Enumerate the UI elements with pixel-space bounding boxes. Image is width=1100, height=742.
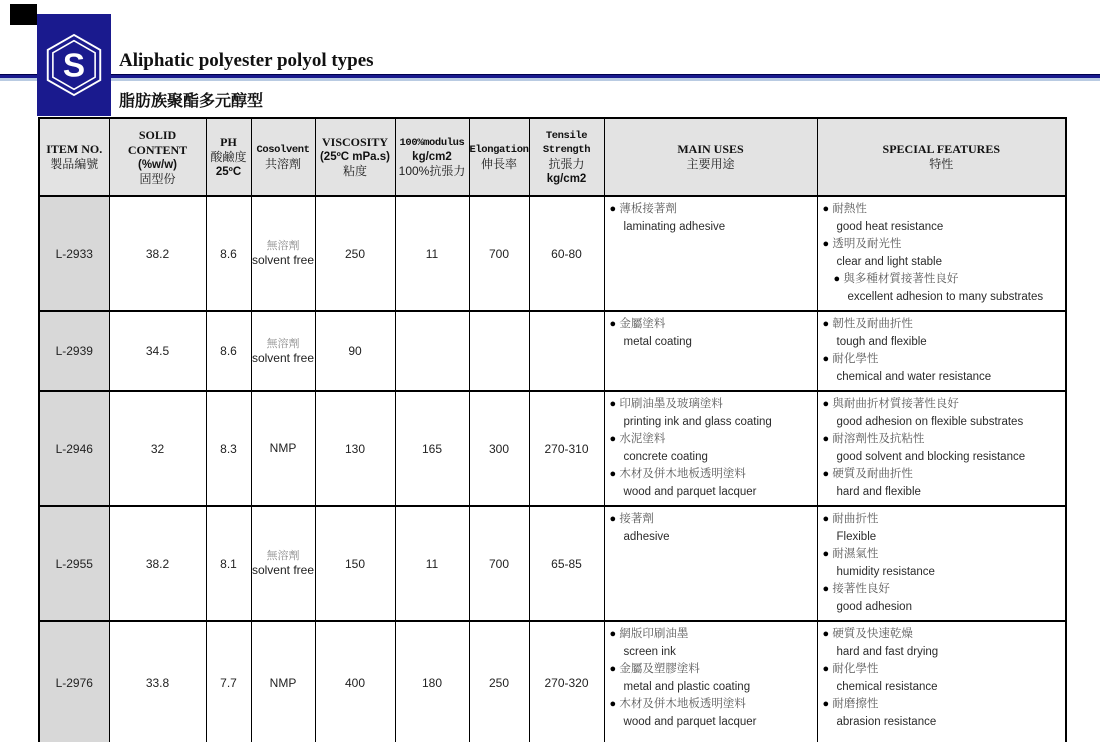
bullet-icon: ● bbox=[609, 628, 617, 640]
header-line: ITEM NO. bbox=[46, 142, 103, 156]
bullet-icon: ● bbox=[822, 663, 830, 675]
cell-main-uses bbox=[604, 621, 817, 742]
header-line: 主要用途 bbox=[686, 157, 735, 171]
cosolvent-line: 無溶劑 bbox=[266, 240, 300, 252]
bullet-icon: ● bbox=[822, 513, 830, 525]
column-header-cosolvent bbox=[251, 118, 315, 196]
cell-special-features bbox=[817, 621, 1066, 742]
header-line: (25ºC mPa.s) bbox=[319, 151, 391, 163]
use-item-en: adhesive bbox=[623, 530, 670, 543]
use-item-en: printing ink and glass coating bbox=[623, 415, 772, 428]
feature-item-zh: ● 耐濕氣性 bbox=[822, 548, 879, 560]
svg-text:S: S bbox=[62, 47, 86, 85]
cell-viscosity: 130 bbox=[315, 391, 395, 506]
cell-item-no: L-2955 bbox=[39, 506, 109, 621]
header-line: PH bbox=[220, 135, 237, 149]
use-item-en: laminating adhesive bbox=[623, 220, 726, 233]
cell-cosolvent bbox=[251, 621, 315, 742]
bullet-icon: ● bbox=[822, 433, 830, 445]
feature-item-en: good heat resistance bbox=[836, 220, 944, 233]
feature-item-zh: ● 韌性及耐曲折性 bbox=[822, 318, 913, 330]
bullet-icon: ● bbox=[609, 203, 617, 215]
cell-main-uses bbox=[604, 506, 817, 621]
company-logo bbox=[37, 14, 111, 116]
cell-modulus: 165 bbox=[395, 391, 469, 506]
cell-item-no: L-2976 bbox=[39, 621, 109, 742]
header-line: kg/cm2 bbox=[546, 172, 587, 185]
cell-elongation: 700 bbox=[469, 506, 529, 621]
feature-item-en: good adhesion bbox=[836, 600, 912, 613]
header-line: 伸長率 bbox=[481, 156, 518, 171]
product-table bbox=[38, 117, 1067, 742]
use-item-zh: ● 薄板接著劑 bbox=[609, 203, 677, 215]
feature-item-zh: ● 耐化學性 bbox=[822, 353, 879, 365]
use-item-en: wood and parquet lacquer bbox=[623, 715, 757, 728]
cosolvent-line: solvent free bbox=[251, 253, 315, 267]
feature-item-zh: ● 耐熱性 bbox=[822, 203, 867, 215]
cosolvent-line: 無溶劑 bbox=[266, 550, 300, 562]
hexagon-s-icon bbox=[42, 33, 106, 97]
bullet-icon: ● bbox=[609, 663, 617, 675]
page-title: Aliphatic polyester polyol types bbox=[119, 50, 374, 71]
use-item-en: wood and parquet lacquer bbox=[623, 485, 757, 498]
cell-special-features bbox=[817, 506, 1066, 621]
header-line: SOLID CONTENT bbox=[127, 127, 188, 157]
use-item-zh: ● 金屬及塑膠塗料 bbox=[609, 663, 700, 675]
column-header-item-no bbox=[39, 118, 109, 196]
table-row bbox=[39, 506, 1066, 621]
bullet-icon: ● bbox=[609, 398, 617, 410]
feature-item-zh: ● 耐化學性 bbox=[822, 663, 879, 675]
cell-tensile: 60-80 bbox=[529, 196, 604, 311]
corner-block bbox=[10, 4, 37, 25]
use-item-zh: ● 木材及併木地板透明塗料 bbox=[609, 468, 746, 480]
column-header-solid-content bbox=[109, 118, 206, 196]
feature-item-zh: ● 硬質及耐曲折性 bbox=[822, 468, 913, 480]
column-header-ph bbox=[206, 118, 251, 196]
feature-item-en: chemical resistance bbox=[836, 680, 938, 693]
cosolvent-line: 無溶劑 bbox=[266, 337, 300, 350]
use-item-zh: ● 網版印刷油墨 bbox=[609, 628, 689, 640]
cosolvent-line: NMP bbox=[269, 441, 297, 455]
header-line: kg/cm2 bbox=[412, 150, 452, 163]
header-line: 特性 bbox=[929, 157, 954, 171]
cell-item-no: L-2933 bbox=[39, 196, 109, 311]
bullet-icon: ● bbox=[822, 698, 830, 710]
cell-modulus: 180 bbox=[395, 621, 469, 742]
header-line: Cosolvent bbox=[256, 143, 310, 156]
cell-main-uses bbox=[604, 196, 817, 311]
cell-ph: 8.6 bbox=[206, 311, 251, 391]
header-line: VISCOSITY bbox=[321, 135, 389, 149]
cell-elongation: 700 bbox=[469, 196, 529, 311]
bullet-icon: ● bbox=[822, 548, 830, 560]
feature-item-en: hard and fast drying bbox=[836, 645, 939, 658]
bullet-icon: ● bbox=[822, 318, 830, 330]
cell-solid-content: 38.2 bbox=[109, 196, 206, 311]
use-item-en: metal and plastic coating bbox=[623, 680, 751, 693]
header-line: 酸鹼度 bbox=[210, 150, 247, 164]
use-item-zh: ● 金屬塗料 bbox=[609, 318, 666, 330]
cell-item-no: L-2946 bbox=[39, 391, 109, 506]
feature-item-en: hard and flexible bbox=[836, 485, 921, 498]
bullet-icon: ● bbox=[822, 353, 830, 365]
cell-solid-content: 33.8 bbox=[109, 621, 206, 742]
bullet-icon: ● bbox=[833, 273, 841, 285]
cell-tensile: 270-320 bbox=[529, 621, 604, 742]
header-line: 共溶劑 bbox=[264, 156, 301, 171]
cell-viscosity: 400 bbox=[315, 621, 395, 742]
table-row bbox=[39, 391, 1066, 506]
cell-viscosity: 90 bbox=[315, 311, 395, 391]
cell-special-features bbox=[817, 311, 1066, 391]
use-item-en: screen ink bbox=[623, 645, 676, 658]
bullet-icon: ● bbox=[822, 628, 830, 640]
use-item-zh: ● 接著劑 bbox=[609, 513, 654, 525]
cell-elongation: 250 bbox=[469, 621, 529, 742]
cosolvent-line: NMP bbox=[269, 675, 297, 690]
feature-item-en: Flexible bbox=[836, 530, 877, 543]
cell-ph: 8.3 bbox=[206, 391, 251, 506]
header-line: 25ºC bbox=[215, 166, 242, 178]
cell-solid-content: 32 bbox=[109, 391, 206, 506]
feature-item-en: good adhesion on flexible substrates bbox=[836, 415, 1024, 428]
table-header-row bbox=[39, 118, 1066, 196]
header-line: 粘度 bbox=[342, 164, 367, 178]
feature-item-zh: ● 與多種材質接著性良好 bbox=[833, 273, 959, 285]
feature-item-en: good solvent and blocking resistance bbox=[836, 450, 1026, 463]
header-line: 抗張力 bbox=[548, 156, 585, 171]
use-item-zh: ● 木材及併木地板透明塗料 bbox=[609, 698, 746, 710]
cell-ph: 8.6 bbox=[206, 196, 251, 311]
column-header-main-uses bbox=[604, 118, 817, 196]
column-header-elongation bbox=[469, 118, 529, 196]
cosolvent-line: solvent free bbox=[251, 563, 315, 577]
cell-elongation bbox=[469, 311, 529, 391]
cell-special-features bbox=[817, 196, 1066, 311]
feature-item-zh: ● 接著性良好 bbox=[822, 583, 890, 595]
feature-item-zh: ● 耐溶劑性及抗粘性 bbox=[822, 433, 925, 445]
cell-cosolvent bbox=[251, 311, 315, 391]
cell-viscosity: 150 bbox=[315, 506, 395, 621]
cell-cosolvent bbox=[251, 196, 315, 311]
cell-modulus: 11 bbox=[395, 506, 469, 621]
bullet-icon: ● bbox=[822, 238, 830, 250]
bullet-icon: ● bbox=[822, 583, 830, 595]
feature-item-en: tough and flexible bbox=[836, 335, 927, 348]
cell-item-no: L-2939 bbox=[39, 311, 109, 391]
column-header-tensile bbox=[529, 118, 604, 196]
feature-item-en: abrasion resistance bbox=[836, 715, 937, 728]
feature-item-zh: ● 硬質及快速乾燥 bbox=[822, 628, 913, 640]
bullet-icon: ● bbox=[609, 513, 617, 525]
column-header-special-features bbox=[817, 118, 1066, 196]
feature-item-en: excellent adhesion to many substrates bbox=[847, 290, 1044, 303]
cell-modulus: 11 bbox=[395, 196, 469, 311]
header-line: 製品編號 bbox=[50, 157, 99, 171]
cell-main-uses bbox=[604, 311, 817, 391]
column-header-modulus bbox=[395, 118, 469, 196]
feature-item-zh: ● 與耐曲折材質接著性良好 bbox=[822, 398, 959, 410]
header-line: MAIN USES bbox=[677, 142, 744, 156]
bullet-icon: ● bbox=[822, 468, 830, 480]
cell-tensile: 65-85 bbox=[529, 506, 604, 621]
cell-ph: 7.7 bbox=[206, 621, 251, 742]
table-row bbox=[39, 196, 1066, 311]
cell-tensile: 270-310 bbox=[529, 391, 604, 506]
cell-solid-content: 34.5 bbox=[109, 311, 206, 391]
cell-special-features bbox=[817, 391, 1066, 506]
use-item-zh: ● 水泥塗料 bbox=[609, 433, 666, 445]
header-line: SPECIAL FEATURES bbox=[882, 142, 1000, 156]
bullet-icon: ● bbox=[822, 398, 830, 410]
feature-item-en: chemical and water resistance bbox=[836, 370, 992, 383]
table-row bbox=[39, 311, 1066, 391]
header-divider bbox=[0, 74, 1100, 81]
cosolvent-line: solvent free bbox=[251, 350, 315, 365]
header-line: 固型份 bbox=[139, 171, 176, 186]
feature-item-zh: ● 耐曲折性 bbox=[822, 513, 879, 525]
use-item-zh: ● 印刷油墨及玻璃塗料 bbox=[609, 398, 723, 410]
feature-item-zh: ● 透明及耐光性 bbox=[822, 238, 902, 250]
bullet-icon: ● bbox=[609, 468, 617, 480]
cell-main-uses bbox=[604, 391, 817, 506]
cell-elongation: 300 bbox=[469, 391, 529, 506]
bullet-icon: ● bbox=[609, 433, 617, 445]
bullet-icon: ● bbox=[609, 698, 617, 710]
cell-viscosity: 250 bbox=[315, 196, 395, 311]
cell-tensile bbox=[529, 311, 604, 391]
bullet-icon: ● bbox=[609, 318, 617, 330]
use-item-en: concrete coating bbox=[623, 450, 708, 463]
feature-item-en: clear and light stable bbox=[836, 255, 942, 268]
use-item-en: metal coating bbox=[623, 335, 692, 348]
feature-item-zh: ● 耐磨擦性 bbox=[822, 698, 879, 710]
feature-item-en: humidity resistance bbox=[836, 565, 935, 578]
cell-ph: 8.1 bbox=[206, 506, 251, 621]
page-subtitle: 脂肪族聚酯多元醇型 bbox=[119, 93, 264, 110]
header-line: Elongation bbox=[469, 143, 529, 156]
header-line: Tensile Strength bbox=[542, 129, 591, 156]
header-line: 100%modulus bbox=[399, 136, 465, 149]
cell-cosolvent bbox=[251, 506, 315, 621]
cell-cosolvent bbox=[251, 391, 315, 506]
column-header-viscosity bbox=[315, 118, 395, 196]
cell-solid-content: 38.2 bbox=[109, 506, 206, 621]
table-row bbox=[39, 621, 1066, 742]
bullet-icon: ● bbox=[822, 203, 830, 215]
header-line: (%w/w) bbox=[138, 158, 177, 171]
cell-modulus bbox=[395, 311, 469, 391]
header-line: 100%抗張力 bbox=[398, 163, 466, 178]
